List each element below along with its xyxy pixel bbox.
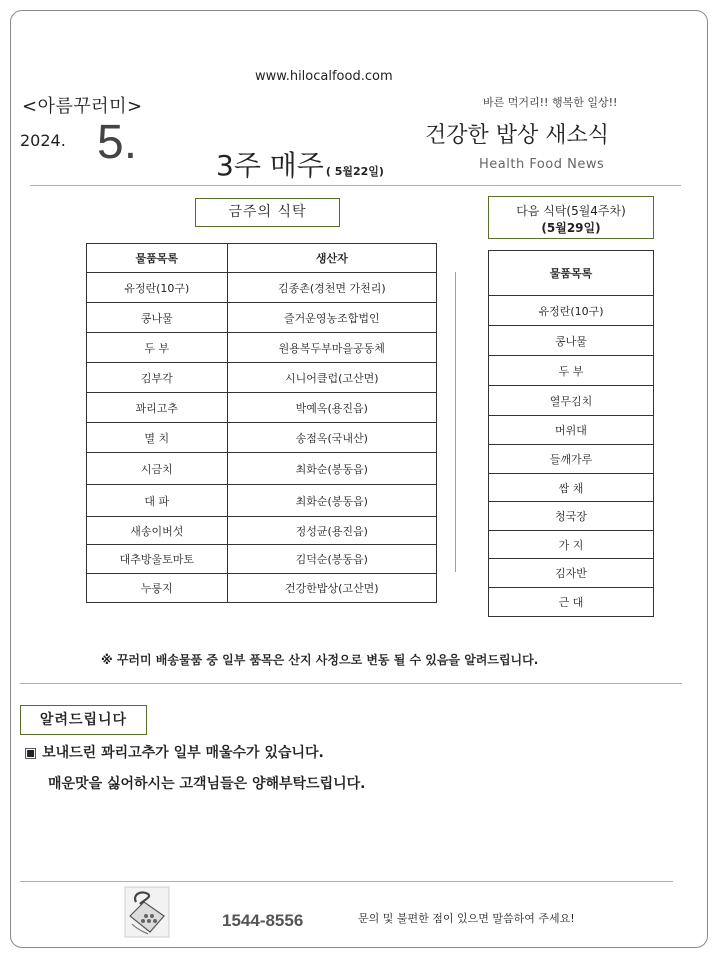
table-row	[87, 393, 437, 423]
item-name: 유정란(10구)	[87, 273, 228, 303]
item-name: 콩나물	[489, 326, 654, 356]
table-row	[87, 517, 437, 545]
next-week-label-line1: 다음 식탁(5월4주차)	[516, 204, 626, 218]
news-subtitle: Health Food News	[479, 157, 605, 172]
table-row	[87, 303, 437, 333]
item-name: 시금치	[87, 453, 228, 485]
phone-number[interactable]: 1544-8556	[222, 911, 304, 930]
next-week-table	[488, 250, 654, 617]
item-name: 김자반	[489, 559, 654, 588]
announcement-title: 알려드립니다	[20, 705, 147, 735]
producer-name: 원용복두부마을공동체	[227, 333, 436, 363]
item-name: 두 부	[489, 356, 654, 386]
this-week-label: 금주의 식탁	[195, 198, 340, 227]
notice-divider	[20, 683, 682, 684]
substitution-notice: ※ 꾸러미 배송물품 중 일부 품목은 산지 사정으로 변동 될 수 있음을 알려드립니다.	[101, 653, 539, 667]
list-item	[489, 445, 654, 474]
announcement-line1: ▣ 보내드린 꽈리고추가 일부 매울수가 있습니다.	[24, 745, 324, 761]
table-row	[87, 485, 437, 517]
producer-name: 박예옥(용진읍)	[227, 393, 436, 423]
column-divider	[455, 272, 456, 572]
item-name: 열무김치	[489, 386, 654, 416]
column-header-item: 물품목록	[489, 251, 654, 296]
item-name: 유정란(10구)	[489, 296, 654, 326]
week-date: ( 5월22일)	[325, 165, 384, 178]
producer-name: 송점옥(국내산)	[227, 423, 436, 453]
item-name: 두 부	[87, 333, 228, 363]
item-name: 들깨가루	[489, 445, 654, 474]
brand-name: <아름꾸러미>	[22, 96, 143, 117]
list-item	[489, 326, 654, 356]
inquiry-text: 문의 및 불편한 점이 있으면 말씀하여 주세요!	[358, 912, 575, 925]
list-item	[489, 296, 654, 326]
news-title: 건강한 밥상 새소식	[425, 123, 610, 148]
this-week-table	[86, 243, 437, 603]
item-name: 청국장	[489, 502, 654, 531]
item-name: 콩나물	[87, 303, 228, 333]
item-name: 머위대	[489, 416, 654, 445]
list-item	[489, 559, 654, 588]
list-item	[489, 416, 654, 445]
item-name: 대 파	[87, 485, 228, 517]
item-name: 꽈리고추	[87, 393, 228, 423]
website-url[interactable]: www.hilocalfood.com	[255, 69, 393, 84]
item-name: 가 지	[489, 531, 654, 559]
producer-name: 시니어클럽(고산면)	[227, 363, 436, 393]
column-header-producer: 생산자	[227, 244, 436, 273]
week-label: 3주 매주	[216, 149, 324, 182]
item-name: 근 대	[489, 588, 654, 617]
producer-name: 김덕순(봉동읍)	[227, 545, 436, 574]
list-item	[489, 531, 654, 559]
item-name: 새송이버섯	[87, 517, 228, 545]
table-row	[87, 545, 437, 574]
producer-name: 최화순(봉동읍)	[227, 485, 436, 517]
announcement-line2: 매운맛을 싫어하시는 고객님들은 양해부탁드립니다.	[48, 776, 366, 792]
table-row	[87, 574, 437, 603]
list-item	[489, 386, 654, 416]
item-name: 쌈 채	[489, 474, 654, 502]
footer-divider	[20, 881, 673, 882]
next-week-label-line2: (5월29일)	[541, 221, 601, 235]
telephone-icon	[124, 886, 170, 938]
list-item	[489, 588, 654, 617]
next-week-header-row	[489, 251, 654, 296]
list-item	[489, 474, 654, 502]
list-item	[489, 356, 654, 386]
slogan: 바른 먹거리!! 행복한 일상!!	[483, 96, 618, 109]
item-name: 대추방울토마토	[87, 545, 228, 574]
table-row	[87, 423, 437, 453]
issue-week	[216, 144, 384, 184]
next-week-label	[488, 196, 654, 239]
table-row	[87, 333, 437, 363]
table-row	[87, 273, 437, 303]
item-name: 김부각	[87, 363, 228, 393]
producer-name: 건강한밥상(고산면)	[227, 574, 436, 603]
table-row	[87, 363, 437, 393]
producer-name: 즐거운영농조합법인	[227, 303, 436, 333]
producer-name: 정성균(용진읍)	[227, 517, 436, 545]
issue-year: 2024.	[20, 131, 66, 150]
producer-name: 최화순(봉동읍)	[227, 453, 436, 485]
list-item	[489, 502, 654, 531]
column-header-item: 물품목록	[87, 244, 228, 273]
this-week-header-row	[87, 244, 437, 273]
producer-name: 김종촌(경천면 가천리)	[227, 273, 436, 303]
table-row	[87, 453, 437, 485]
issue-month: 5.	[97, 116, 138, 169]
item-name: 누룽지	[87, 574, 228, 603]
item-name: 멸 치	[87, 423, 228, 453]
header-divider	[30, 185, 681, 186]
